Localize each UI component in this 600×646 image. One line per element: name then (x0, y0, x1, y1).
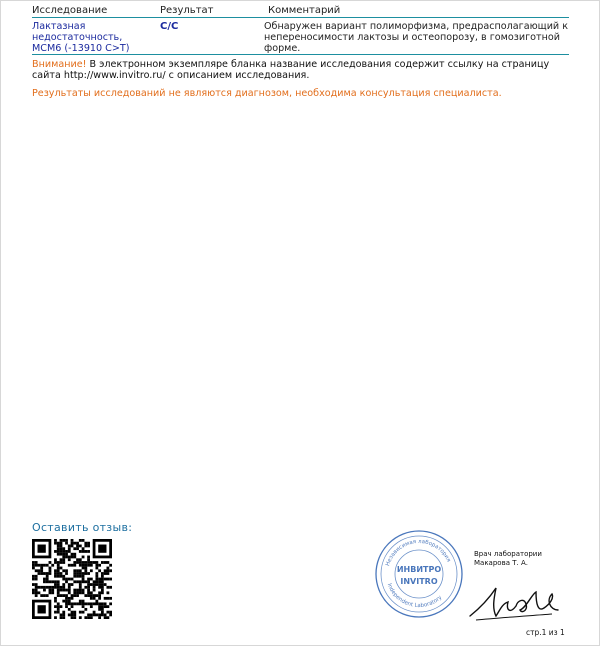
warning-text: В электронном экземпляре бланка название исследования содержит ссылку на страницу сайта http://www.invitro.ru/ с описанием исследования. (32, 59, 550, 81)
header-test: Исследование (32, 5, 108, 16)
row-divider (32, 54, 569, 55)
doctor-signature (466, 580, 562, 624)
page-indicator: стр.1 из 1 (526, 628, 565, 637)
laboratory-stamp (374, 529, 464, 619)
feedback-qr-code[interactable] (32, 539, 112, 619)
stamp-ring-top: Независимая лаборатория (385, 538, 452, 567)
disclaimer-note: Результаты исследований не являются диагнозом, необходима консультация специалиста. (32, 88, 502, 99)
stamp-brand-ru: ИНВИТРО (396, 565, 442, 574)
results-table (32, 5, 569, 54)
signer-name: Макарова Т. А. (474, 559, 528, 567)
svg-text:Independent Laboratory (386, 583, 444, 609)
warning-label: Внимание! (32, 59, 87, 70)
signer-block (474, 550, 542, 568)
stamp-brand-en: INVITRO (400, 577, 438, 586)
comment-text: Обнаружен вариант полиморфизма, предрасполагающий к непереносимости лактозы и остеопорозу, в гомозиготной форме. (264, 21, 569, 54)
table-row (32, 18, 569, 54)
test-name-link[interactable]: Лактазная недостаточность, MCM6 (-13910 C>T) (32, 21, 130, 54)
warning-note (32, 59, 562, 81)
feedback-label[interactable]: Оставить отзыв: (32, 521, 133, 534)
header-comment: Комментарий (268, 5, 341, 16)
table-header (32, 5, 569, 18)
stamp-ring-bottom: Independent Laboratory (385, 582, 444, 610)
result-value: C/C (160, 21, 179, 32)
header-result: Результат (160, 5, 214, 16)
signer-role: Врач лаборатории (474, 550, 542, 558)
